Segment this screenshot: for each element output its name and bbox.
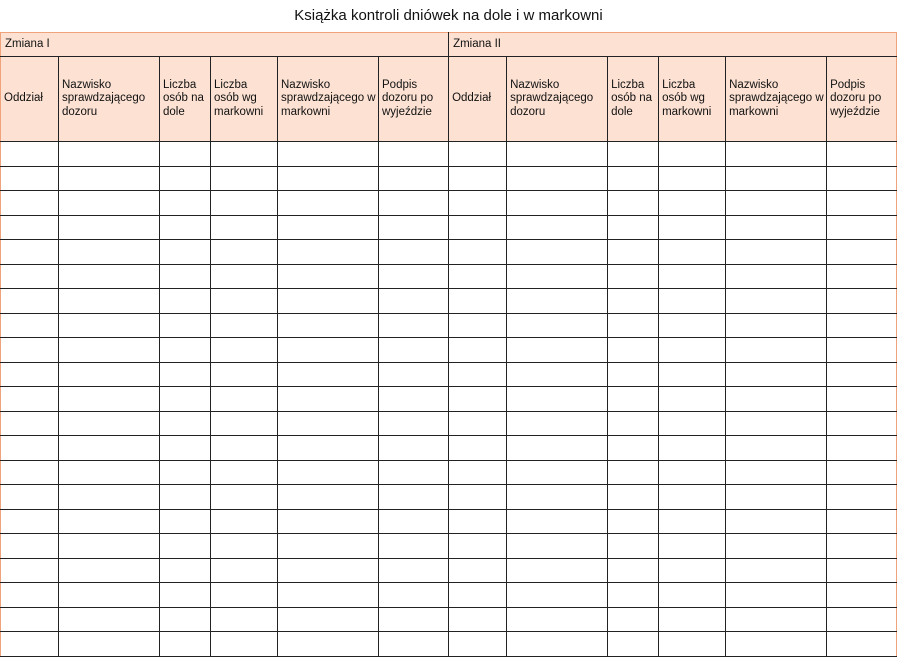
table-cell [449,460,507,485]
table-cell [827,191,897,216]
table-cell [1,166,59,191]
table-cell [278,387,379,412]
table-cell [608,142,659,167]
table-cell [59,534,160,559]
table-cell [659,191,726,216]
table-cell [507,166,608,191]
table-cell [160,509,211,534]
table-cell [379,411,449,436]
table-cell [659,289,726,314]
table-cell [160,607,211,632]
table-cell [160,362,211,387]
table-cell [379,485,449,510]
table-row [1,215,897,240]
table-cell [827,338,897,363]
table-cell [1,338,59,363]
table-cell [379,607,449,632]
table-row [1,411,897,436]
table-cell [608,509,659,534]
table-cell [449,240,507,265]
table-cell [507,436,608,461]
table-cell [1,362,59,387]
table-cell [278,607,379,632]
table-cell [211,485,278,510]
shift-1-col-people-by-lamp-room: Liczba osób wg markowni [211,57,278,142]
table-cell [507,215,608,240]
table-cell [59,583,160,608]
table-row [1,485,897,510]
table-cell [1,534,59,559]
table-cell [449,558,507,583]
table-cell [449,191,507,216]
shift-2-col-lamp-room-checker: Nazwisko sprawdzającego w markowni [726,57,827,142]
table-cell [449,534,507,559]
table-cell [449,436,507,461]
table-cell [726,632,827,657]
table-row [1,583,897,608]
table-cell [278,558,379,583]
table-cell [608,558,659,583]
table-cell [827,215,897,240]
table-cell [379,632,449,657]
table-cell [160,558,211,583]
table-cell [507,632,608,657]
table-cell [1,142,59,167]
table-cell [827,264,897,289]
shift-1-col-supervisor-name: Nazwisko sprawdzającego dozoru [59,57,160,142]
table-row [1,191,897,216]
shift-1-col-people-underground: Liczba osób na dole [160,57,211,142]
table-cell [449,289,507,314]
table-cell [608,166,659,191]
table-cell [608,411,659,436]
table-cell [59,387,160,412]
table-cell [659,509,726,534]
table-cell [211,362,278,387]
table-body [1,142,897,657]
table-cell [827,411,897,436]
table-cell [160,436,211,461]
table-cell [726,264,827,289]
table-cell [160,264,211,289]
table-cell [449,215,507,240]
table-cell [726,583,827,608]
table-cell [211,509,278,534]
table-cell [278,215,379,240]
table-cell [726,534,827,559]
table-cell [160,313,211,338]
table-cell [507,264,608,289]
table-cell [1,583,59,608]
table-cell [507,387,608,412]
table-cell [608,313,659,338]
table-cell [659,460,726,485]
table-row [1,166,897,191]
table-cell [379,362,449,387]
table-cell [211,607,278,632]
table-cell [659,313,726,338]
table-cell [379,509,449,534]
table-cell [726,387,827,412]
table-cell [59,289,160,314]
table-cell [659,411,726,436]
table-cell [379,558,449,583]
shift-2-col-supervisor-signature: Podpis dozoru po wyjeździe [827,57,897,142]
shift-1-header: Zmiana I [1,33,449,57]
table-cell [59,485,160,510]
table-cell [827,313,897,338]
table-cell [379,460,449,485]
table-cell [160,191,211,216]
shift-1-col-supervisor-signature: Podpis dozoru po wyjeździe [379,57,449,142]
table-cell [160,411,211,436]
table-cell [507,485,608,510]
table-cell [726,509,827,534]
table-cell [1,632,59,657]
table-cell [507,313,608,338]
table-cell [379,534,449,559]
table-cell [1,313,59,338]
table-cell [278,485,379,510]
table-cell [211,313,278,338]
table-cell [449,583,507,608]
table-cell [608,436,659,461]
shift-2-header: Zmiana II [449,33,897,57]
table-cell [1,485,59,510]
table-cell [211,632,278,657]
table-cell [211,558,278,583]
table-cell [160,289,211,314]
table-row [1,289,897,314]
table-cell [211,240,278,265]
table-cell [379,387,449,412]
table-cell [160,632,211,657]
table-cell [278,509,379,534]
table-cell [827,583,897,608]
table-cell [59,264,160,289]
table-cell [379,583,449,608]
table-cell [278,240,379,265]
table-cell [507,460,608,485]
table-cell [211,338,278,363]
table-cell [160,583,211,608]
table-row [1,240,897,265]
table-cell [449,485,507,510]
table-row [1,460,897,485]
table-cell [726,215,827,240]
table-cell [211,289,278,314]
table-cell [59,509,160,534]
table-cell [659,142,726,167]
table-cell [59,338,160,363]
table-cell [278,534,379,559]
table-cell [1,264,59,289]
table-cell [160,460,211,485]
table-cell [160,240,211,265]
table-cell [507,583,608,608]
table-cell [608,289,659,314]
table-cell [59,632,160,657]
table-cell [211,264,278,289]
table-cell [726,436,827,461]
table-cell [1,509,59,534]
table-cell [59,166,160,191]
table-cell [211,460,278,485]
shift-1-col-lamp-room-checker: Nazwisko sprawdzającego w markowni [278,57,379,142]
table-cell [278,436,379,461]
table-cell [827,289,897,314]
table-cell [59,436,160,461]
table-row [1,264,897,289]
table-cell [211,166,278,191]
table-cell [827,142,897,167]
table-cell [211,387,278,412]
table-cell [59,142,160,167]
table-row [1,607,897,632]
table-cell [278,264,379,289]
table-cell [507,142,608,167]
table-cell [827,607,897,632]
table-cell [59,607,160,632]
table-row [1,362,897,387]
table-cell [211,191,278,216]
table-row [1,313,897,338]
table-cell [659,387,726,412]
table-cell [211,436,278,461]
table-cell [507,411,608,436]
column-header-row [1,57,897,142]
table-cell [659,583,726,608]
table-cell [160,534,211,559]
table-cell [726,362,827,387]
table-cell [449,338,507,363]
table-cell [507,289,608,314]
table-cell [659,362,726,387]
table-cell [1,436,59,461]
table-cell [659,485,726,510]
table-cell [507,338,608,363]
table-cell [608,215,659,240]
table-cell [608,362,659,387]
table-cell [59,558,160,583]
table-cell [659,240,726,265]
table-cell [211,411,278,436]
table-cell [278,460,379,485]
table-cell [211,583,278,608]
table-cell [211,215,278,240]
table-cell [1,558,59,583]
table-cell [449,411,507,436]
table-cell [160,485,211,510]
table-cell [59,240,160,265]
table-cell [449,387,507,412]
table-cell [278,411,379,436]
table-cell [449,607,507,632]
table-cell [827,485,897,510]
table-cell [160,142,211,167]
table-row [1,509,897,534]
table-cell [659,632,726,657]
table-cell [659,215,726,240]
table-row [1,534,897,559]
table-cell [827,460,897,485]
shift-2-col-supervisor-name: Nazwisko sprawdzającego dozoru [507,57,608,142]
table-cell [608,485,659,510]
table-cell [827,436,897,461]
table-row [1,436,897,461]
table-cell [659,338,726,363]
table-cell [449,166,507,191]
table-cell [278,142,379,167]
table-cell [160,166,211,191]
table-cell [59,313,160,338]
shift-control-table [0,32,897,657]
table-cell [1,411,59,436]
shift-2-col-people-underground: Liczba osób na dole [608,57,659,142]
table-cell [379,313,449,338]
table-cell [608,240,659,265]
table-cell [59,460,160,485]
table-cell [1,460,59,485]
table-cell [726,289,827,314]
table-cell [278,632,379,657]
shift-2-col-people-by-lamp-room: Liczba osób wg markowni [659,57,726,142]
table-cell [827,240,897,265]
table-cell [449,142,507,167]
table-cell [507,509,608,534]
table-cell [507,362,608,387]
table-cell [379,436,449,461]
shift-1-col-department: Oddział [1,57,59,142]
table-cell [827,534,897,559]
table-cell [659,166,726,191]
table-cell [659,534,726,559]
table-cell [1,191,59,216]
table-cell [608,264,659,289]
table-cell [507,607,608,632]
table-cell [59,362,160,387]
table-cell [449,632,507,657]
table-cell [379,264,449,289]
table-cell [278,191,379,216]
table-cell [827,362,897,387]
table-cell [608,338,659,363]
shift-2-col-department: Oddział [449,57,507,142]
table-row [1,632,897,657]
table-cell [379,215,449,240]
table-row [1,387,897,412]
table-cell [379,289,449,314]
table-cell [379,142,449,167]
table-cell [726,411,827,436]
table-cell [608,583,659,608]
table-cell [278,583,379,608]
table-cell [59,215,160,240]
table-cell [827,632,897,657]
table-cell [659,558,726,583]
table-cell [278,313,379,338]
table-cell [379,191,449,216]
table-cell [379,338,449,363]
table-cell [659,607,726,632]
table-cell [608,607,659,632]
table-cell [726,460,827,485]
table-cell [1,215,59,240]
table-cell [726,166,827,191]
table-cell [726,485,827,510]
table-cell [726,338,827,363]
table-cell [608,460,659,485]
table-cell [211,534,278,559]
table-cell [608,191,659,216]
table-cell [726,142,827,167]
table-cell [278,338,379,363]
table-cell [1,240,59,265]
table-cell [507,240,608,265]
table-cell [59,411,160,436]
table-cell [608,387,659,412]
table-cell [449,509,507,534]
shift-header-row [1,33,897,57]
table-cell [827,166,897,191]
table-cell [827,387,897,412]
table-row [1,558,897,583]
table-cell [827,558,897,583]
table-cell [1,607,59,632]
table-cell [278,362,379,387]
table-cell [160,215,211,240]
table-cell [608,632,659,657]
table-cell [507,191,608,216]
table-cell [726,240,827,265]
table-cell [449,313,507,338]
table-cell [449,362,507,387]
table-cell [1,387,59,412]
table-cell [726,607,827,632]
table-cell [507,534,608,559]
table-cell [726,558,827,583]
table-cell [726,313,827,338]
table-cell [608,534,659,559]
table-cell [160,338,211,363]
document-title: Książka kontroli dniówek na dole i w markowni [294,7,603,24]
table-cell [659,264,726,289]
table-row [1,338,897,363]
table-cell [726,191,827,216]
table-cell [211,142,278,167]
table-cell [1,289,59,314]
table-cell [379,166,449,191]
table-cell [659,436,726,461]
table-cell [59,191,160,216]
table-cell [507,558,608,583]
table-cell [160,387,211,412]
table-cell [278,166,379,191]
table-row [1,142,897,167]
table-cell [827,509,897,534]
table-cell [449,264,507,289]
table-cell [278,289,379,314]
table-cell [379,240,449,265]
